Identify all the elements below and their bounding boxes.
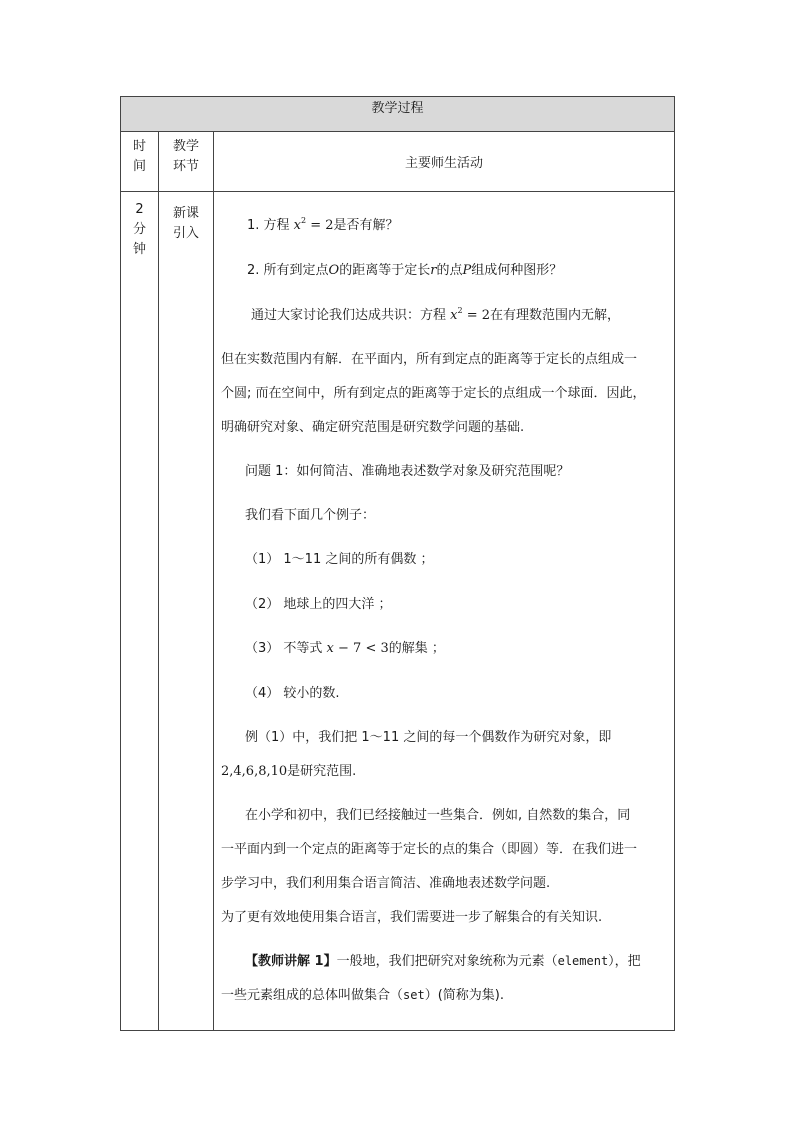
teaching-process-table	[120, 96, 675, 1031]
example-4: （4） 较小的数.	[245, 686, 340, 701]
header-main-activity: 主要师生活动	[214, 132, 675, 192]
header-link: 教学 环节	[159, 132, 214, 192]
consensus-line-4: 明确研究对象、确定研究范围是研究数学问题的基础.	[221, 420, 525, 435]
explanation-line-2: 2,4,6,8,10是研究范围.	[221, 764, 357, 779]
prior-knowledge-line-3: 步学习中，我们利用集合语言简洁、准确地表述数学问题.	[221, 876, 551, 891]
transition-sentence: 为了更有效地使用集合语言，我们需要进一步了解集合的有关知识.	[221, 910, 603, 925]
table-body-row	[121, 192, 675, 1031]
table-title-row	[121, 97, 675, 132]
cell-time: 2 分 钟	[121, 192, 159, 1031]
example-1: （1） 1～11 之间的所有偶数 ；	[245, 552, 434, 567]
question-1: 1. 方程 $x^2 = 2$是否有解？	[247, 216, 399, 233]
table-header-row	[121, 132, 675, 192]
cell-link: 新课 引入	[159, 192, 214, 1031]
consensus-line-2: 但在实数范围内有解．在平面内，所有到定点的距离等于定长的点组成一	[221, 352, 638, 367]
problem-1: 问题 1：如何简洁、准确地表述数学对象及研究范围呢？	[245, 464, 570, 479]
example-3: （3） 不等式 x − 7 < 3的解集 ；	[245, 641, 445, 656]
examples-intro: 我们看下面几个例子：	[245, 508, 376, 523]
explanation-line-1: 例（1）中，我们把 1～11 之间的每一个偶数作为研究对象，即	[245, 730, 612, 745]
table-title: 教学过程	[121, 97, 675, 132]
teacher-lecture-line-2: 一些元素组成的总体叫做集合（set）(简称为集).	[221, 988, 504, 1003]
consensus-line-1: 通过大家讨论我们达成共识：方程 $x^2 = 2$在有理数范围内无解，	[251, 306, 621, 323]
header-time: 时 间	[121, 132, 159, 192]
activity-content	[214, 192, 674, 1018]
prior-knowledge-line-2: 一平面内到一个定点的距离等于定长的点的集合（即圆）等．在我们进一	[221, 842, 638, 857]
example-2: （2） 地球上的四大洋 ；	[245, 597, 392, 612]
question-2: 2. 所有到定点O的距离等于定长r的点P组成何种图形？	[247, 263, 563, 278]
consensus-line-3: 个圆; 而在空间中，所有到定点的距离等于定长的点组成一个球面．因此，	[221, 386, 646, 401]
cell-main-activity	[214, 192, 675, 1031]
prior-knowledge-line-1: 在小学和初中，我们已经接触过一些集合．例如, 自然数的集合，同	[245, 808, 631, 823]
teacher-lecture-line-1: 【教师讲解 1】一般地，我们把研究对象统称为元素（element），把	[245, 954, 641, 969]
